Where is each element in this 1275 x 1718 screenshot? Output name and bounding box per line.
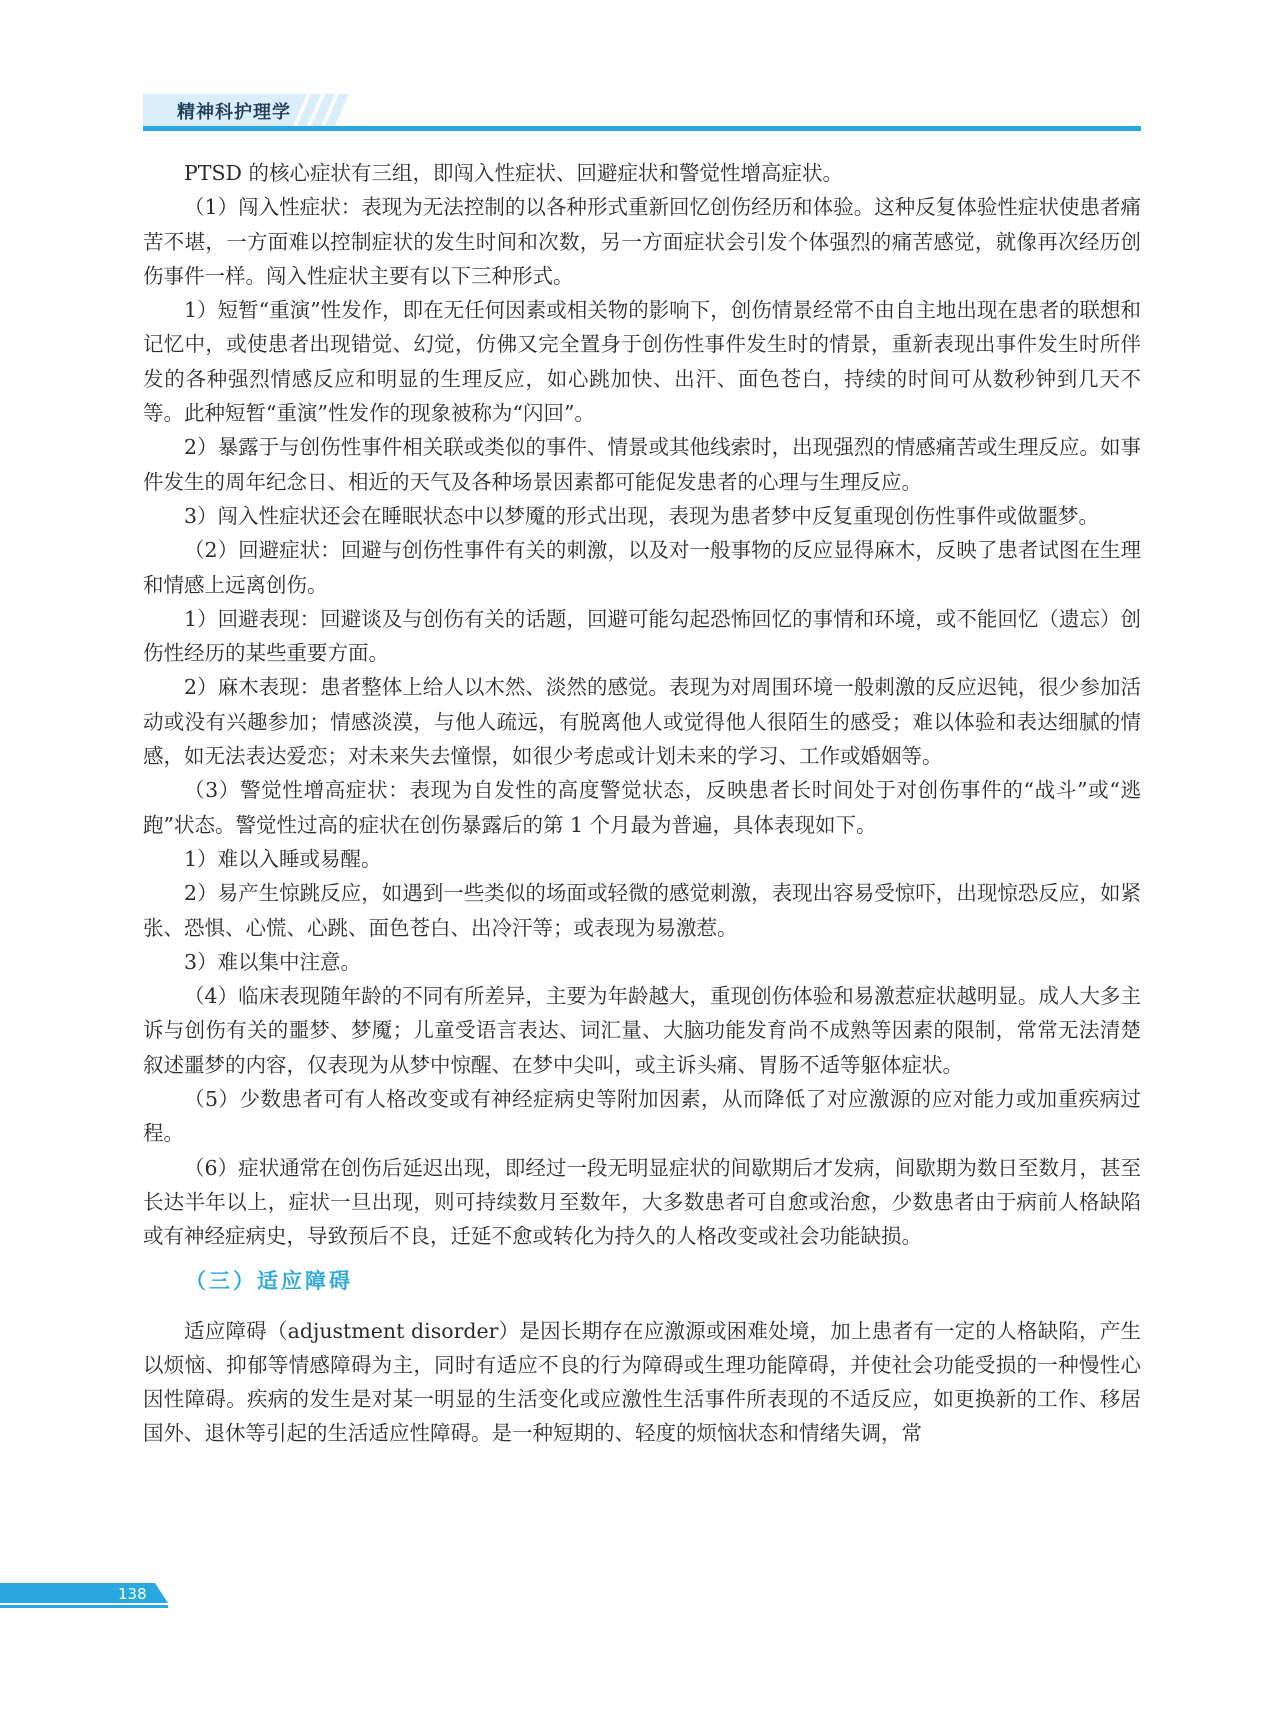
header-rule	[143, 126, 1141, 131]
page-number: 138	[118, 1585, 147, 1603]
paragraph: 1）难以入睡或易醒。	[184, 846, 382, 871]
paragraph: 1）回避表现：回避谈及与创伤有关的话题，回避可能勾起恐怖回忆的事情和环境，或不能回忆（遗忘）创伤性经历的某些重要方面。	[143, 606, 1141, 666]
paragraph: （5）少数患者可有人格改变或有神经症病史等附加因素，从而降低了对应激源的应对能力或加重疾病过程。	[143, 1087, 1141, 1146]
book-title: 精神科护理学	[177, 102, 291, 123]
paragraph: 3）闯入性症状还会在睡眠状态中以梦魇的形式出现，表现为患者梦中反复重现创伤性事件或做噩梦。	[184, 503, 1100, 528]
page-body	[143, 156, 1141, 1451]
paragraph: （3）警觉性增高症状：表现为自发性的高度警觉状态，反映患者长时间处于对创伤事件的“战斗”或“逃跑”状态。警觉性过高的症状在创伤暴露后的第 1 个月最为普遍，具体表现如下。	[143, 778, 1141, 837]
paragraph: 2）易产生惊跳反应，如遇到一些类似的场面或轻微的感觉刺激，表现出容易受惊吓，出现惊恐反应，如紧张、恐惧、心慌、心跳、面色苍白、出冷汗等；或表现为易激惹。	[143, 881, 1141, 940]
paragraph: （1）闯入性症状：表现为无法控制的以各种形式重新回忆创伤经历和体验。这种反复体验性症状使患者痛苦不堪，一方面难以控制症状的发生时间和次数，另一方面症状会引发个体强烈的痛苦感觉，就像再次经历创伤事件一样。闯入性症状主要有以下三种形式。	[143, 195, 1141, 288]
page-footer	[0, 1583, 170, 1609]
paragraph: （6）症状通常在创伤后延迟出现，即经过一段无明显症状的间歇期后才发病，间歇期为数日至数月，甚至长达半年以上，症状一旦出现，则可持续数月至数年，大多数患者可自愈或治愈，少数患者由于病前人格缺陷或有神经症病史，导致预后不良，迁延不愈或转化为持久的人格改变或社会功能缺损。	[143, 1155, 1141, 1249]
paragraph: 2）暴露于与创伤性事件相关联或类似的事件、情景或其他线索时，出现强烈的情感痛苦或生理反应。如事件发生的周年纪念日、相近的天气及各种场景因素都可能促发患者的心理与生理反应。	[143, 435, 1141, 494]
paragraph: 3）难以集中注意。	[184, 949, 362, 974]
running-header	[143, 94, 1141, 128]
paragraph: PTSD 的核心症状有三组，即闯入性症状、回避症状和警觉性增高症状。	[184, 161, 843, 185]
section-heading: （三）适应障碍	[185, 1268, 353, 1293]
paragraph: 1）短暂“重演”性发作，即在无任何因素或相关物的影响下，创伤情景经常不由自主地出现在患者的联想和记忆中，或使患者出现错觉、幻觉，仿佛又完全置身于创伤性事件发生时的情景，重新表现出事件发生时所伴发的各种强烈情感反应和明显的生理反应，如心跳加快、出汗、面色苍白，持续的时间可从数秒钟到几天不等。此种短暂“重演”性发作的现象被称为“闪回”。	[143, 298, 1141, 426]
paragraph: （4）临床表现随年龄的不同有所差异，主要为年龄越大，重现创伤体验和易激惹症状越明显。成人大多主诉与创伤有关的噩梦、梦魇；儿童受语言表达、词汇量、大脑功能发育尚不成熟等因素的限制，常常无法清楚叙述噩梦的内容，仅表现为从梦中惊醒、在梦中尖叫，或主诉头痛、胃肠不适等躯体症状。	[143, 984, 1141, 1077]
paragraph: （2）回避症状：回避与创伤性事件有关的刺激，以及对一般事物的反应显得麻木，反映了患者试图在生理和情感上远离创伤。	[143, 538, 1141, 597]
paragraph: 2）麻木表现：患者整体上给人以木然、淡然的感觉。表现为对周围环境一般刺激的反应迟钝，很少参加活动或没有兴趣参加；情感淡漠，与他人疏远，有脱离他人或觉得他人很陌生的感受；难以体验和表达细腻的情感，如无法表达爱恋；对未来失去憧憬，如很少考虑或计划未来的学习、工作或婚姻等。	[143, 675, 1141, 769]
header-stripes-decoration	[293, 94, 353, 126]
paragraph: 适应障碍（adjustment disorder）是因长期存在应激源或困难处境，加上患者有一定的人格缺陷，产生以烦恼、抑郁等情感障碍为主，同时有适应不良的行为障碍或生理功能障碍，并使社会功能受损的一种慢性心因性障碍。疾病的发生是对某一明显的生活变化或应激性生活事件所表现的不适反应，如更换新的工作、移居国外、退休等引起的生活适应性障碍。是一种短期的、轻度的烦恼状态和情绪失调，常	[143, 1318, 1141, 1446]
